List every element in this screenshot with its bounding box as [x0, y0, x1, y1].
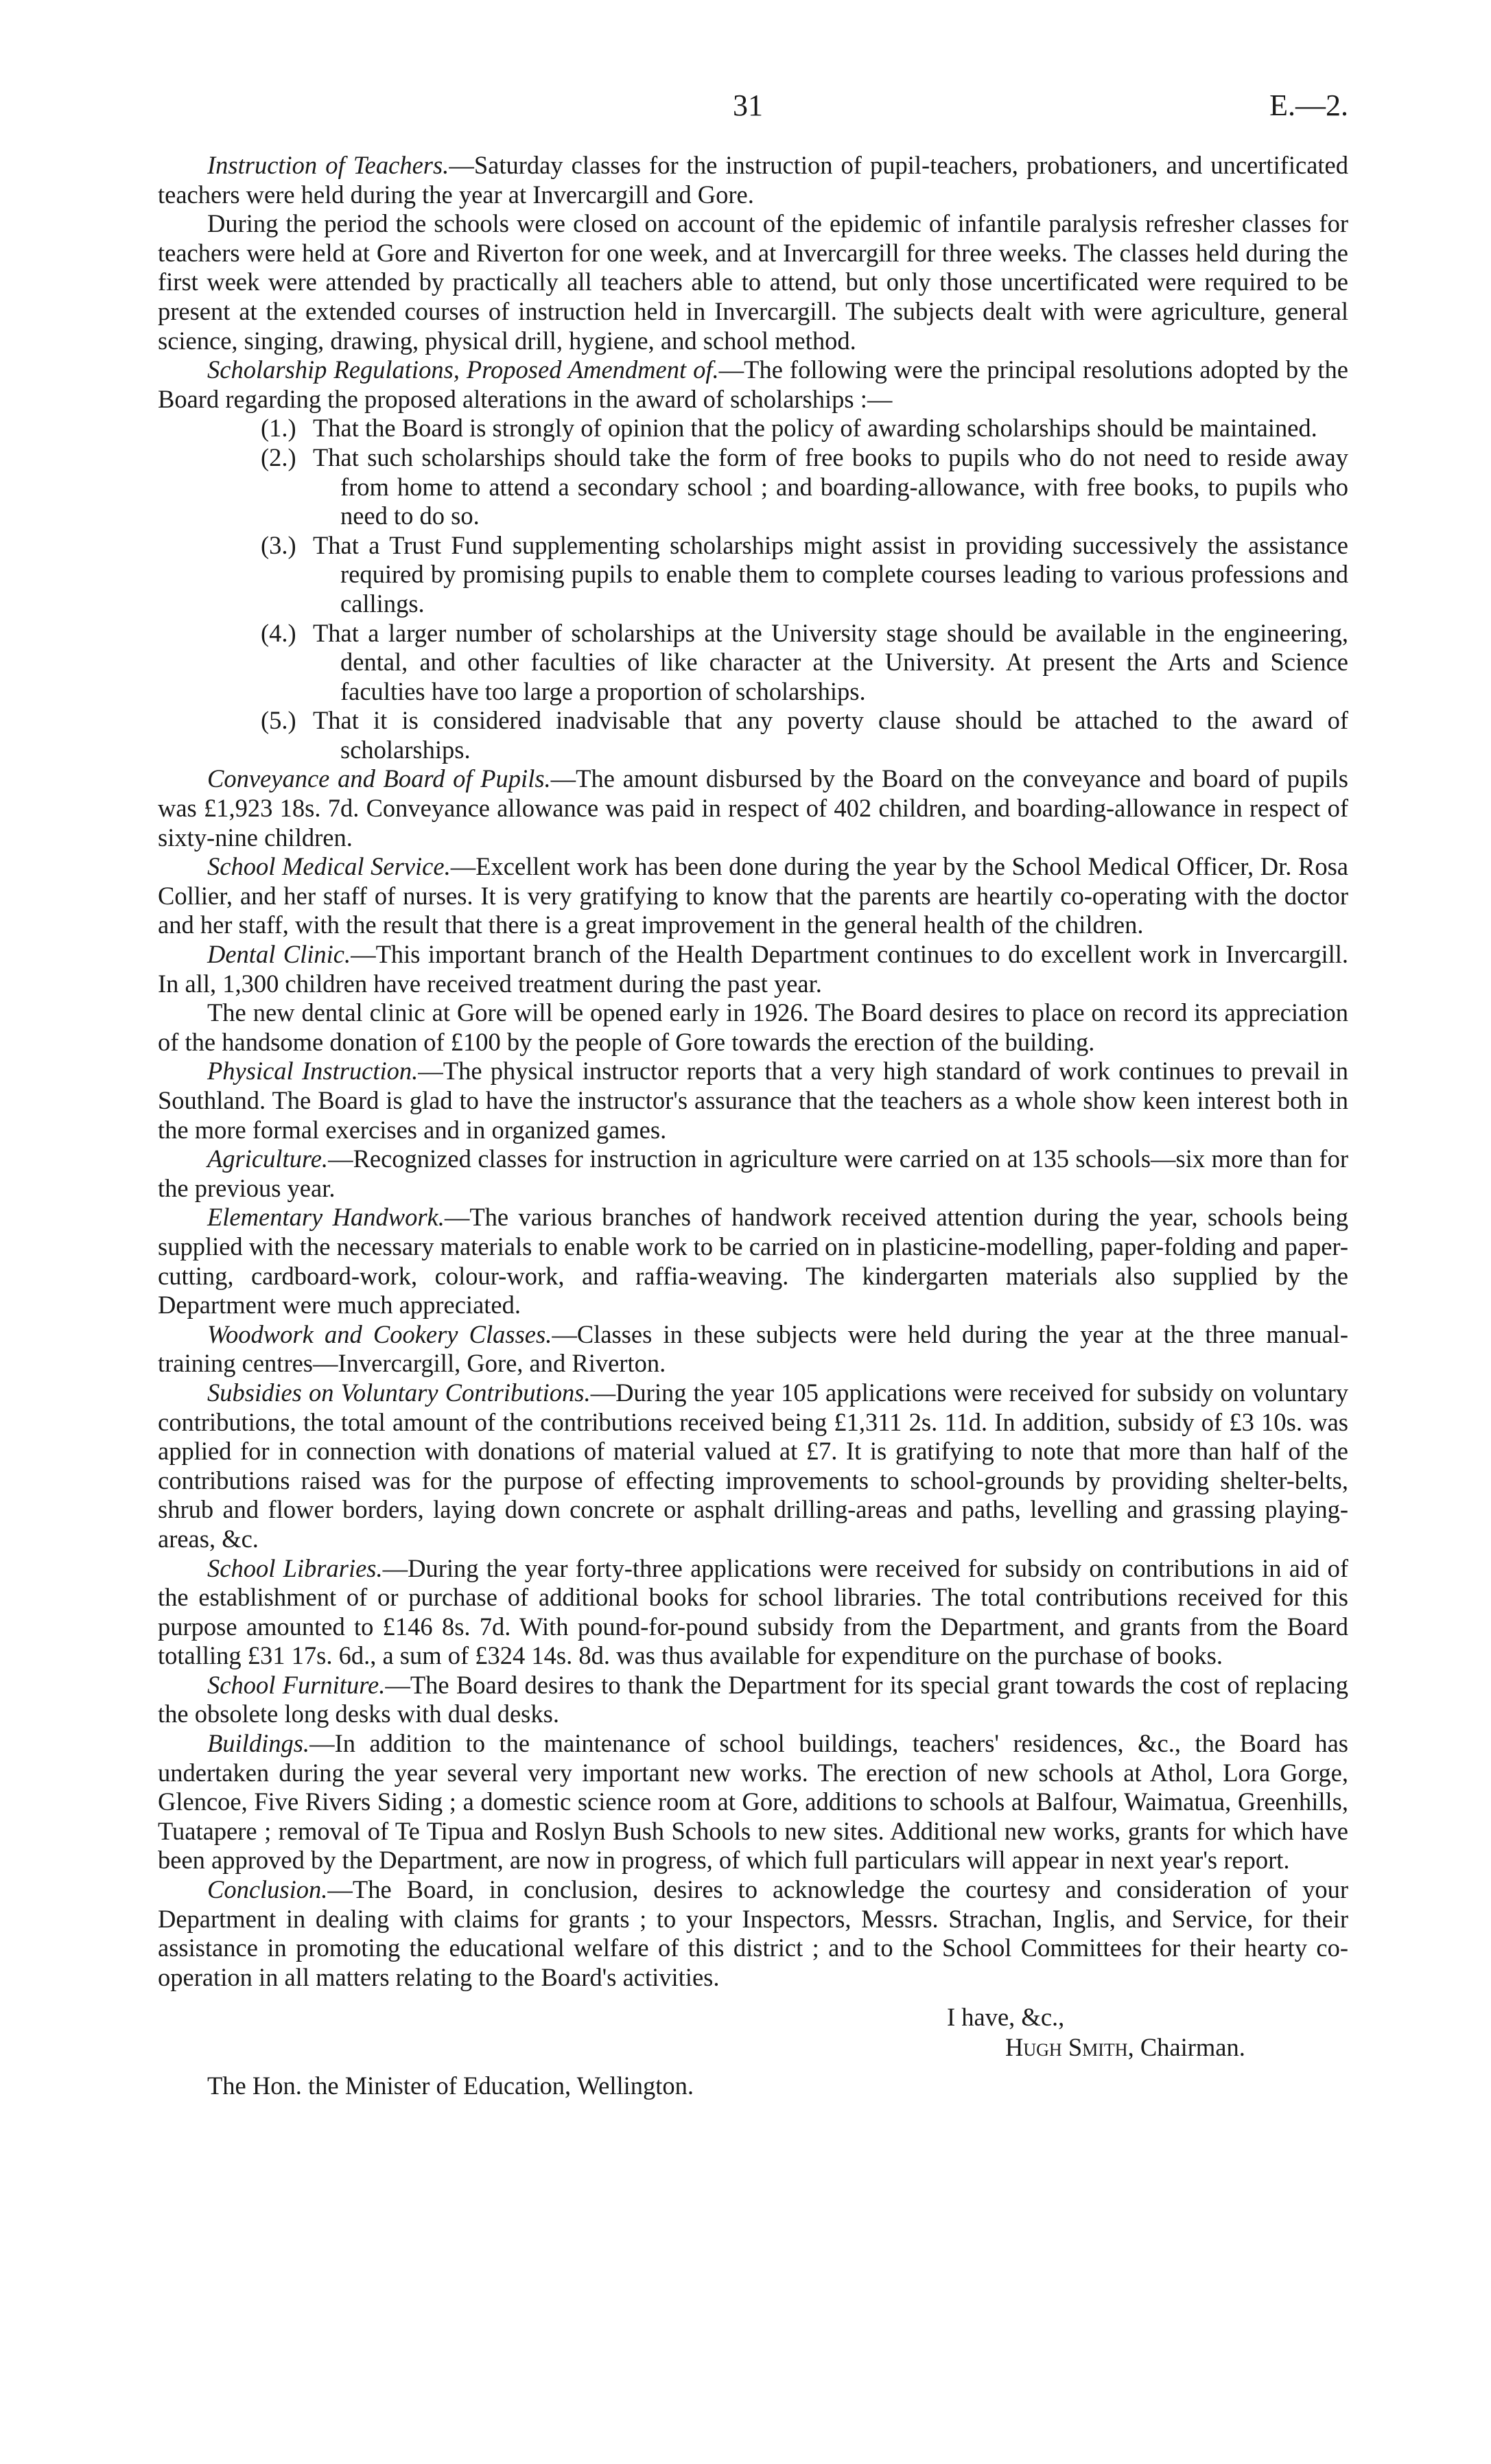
paragraph-text: —The various branches of handwork received attention during the year, schools being supplied with the necessary materials to enable work to be carried on in plasticine-modelling, paper-folding and paper-cutting, cardboard-work, colour-work, and raffia-weaving. The kindergarten materials also supplied by the Department were much appreciated. — [158, 1203, 1348, 1319]
paragraph-text: —Excellent work has been done during the year by the School Medical Officer, Dr. Rosa Collier, and her staff of nurses. It is very gratifying to know that the parents are heartily co-operating with the doctor and her staff, with the result that there is a great improvement in the general health of the children. — [158, 852, 1348, 939]
paragraph-refresher-classes — [158, 209, 1348, 355]
resolution-item — [261, 443, 1348, 531]
resolution-number: (2.) — [261, 443, 296, 471]
paragraph-text: —During the year forty-three applications were received for subsidy on contributions in aid of the establishment of or purchase of additional books for school libraries. The total contributions received for this purpose amounted to £146 8s. 7d. With pound-for-pound subsidy from the Department, and grants from the Board totalling £31 17s. 6d., a sum of £324 14s. 8d. was thus available for expenditure on the purchase of books. — [158, 1553, 1348, 1670]
paragraph-text: —Saturday classes for the instruction of pupil-teachers, probationers, and uncertificated teachers were held during the year at Invercargill and Gore. — [158, 151, 1348, 209]
paragraph-heading: Physical Instruction. — [207, 1057, 419, 1086]
signatory-title: , Chairman. — [1127, 2033, 1245, 2062]
paragraph-heading: School Libraries. — [207, 1553, 383, 1582]
paragraph-heading: School Medical Service. — [207, 852, 451, 881]
resolution-item — [261, 414, 1348, 443]
paragraph-dental-clinic — [158, 940, 1348, 998]
paragraph-heading: Woodwork and Cookery Classes. — [207, 1319, 552, 1348]
paragraph-heading: Elementary Handwork. — [207, 1203, 445, 1232]
paragraph-conclusion — [158, 1875, 1348, 1992]
page-header — [158, 82, 1348, 130]
resolution-number: (1.) — [261, 414, 296, 443]
paragraph-heading: Dental Clinic. — [207, 940, 351, 969]
resolution-text: That a Trust Fund supplementing scholarships might assist in providing successively the assistance required by promising pupils to enable them to complete courses leading to various professions and callings. — [313, 530, 1348, 618]
paragraph-text: —Classes in these subjects were held during the year at the three manual-training centres—Invercargill, Gore, and Riverton. — [158, 1319, 1348, 1378]
resolution-text: That such scholarships should take the form of free books to pupils who do not need to reside away from home to attend a secondary school ; and boarding-allowance, with free books, to pupils who need to do so. — [313, 443, 1348, 530]
report-body — [158, 151, 1348, 2106]
resolution-item — [261, 531, 1348, 619]
paragraph-heading: Instruction of Teachers. — [207, 151, 449, 179]
page-number: 31 — [733, 89, 763, 122]
paragraph-conveyance — [158, 764, 1348, 852]
paragraph-text: —Recognized classes for instruction in agriculture were carried on at 135 schools—six more than for the previous year. — [158, 1145, 1348, 1202]
document-page — [158, 82, 1348, 2106]
addressee: The Hon. the Minister of Education, Wellington. — [207, 2072, 694, 2100]
signatory-name: Hugh Smith — [1005, 2033, 1128, 2062]
paragraph-school-furniture — [158, 1671, 1348, 1729]
paragraph-text: —The physical instructor reports that a very high standard of work continues to prevail in Southland. The Board is glad to have the instructor's assurance that the teachers as a whole show keen interest both in the more formal exercises and in organized games. — [158, 1057, 1348, 1144]
paragraph-gore-dental-clinic — [158, 998, 1348, 1057]
paragraph-physical-instruction — [158, 1057, 1348, 1145]
paragraph-text: —The following were the principal resolutions adopted by the Board regarding the proposed alterations in the award of scholarships :— — [158, 355, 1348, 413]
paragraph-text: —This important branch of the Health Department continues to do excellent work in Invercargill. In all, 1,300 children have received treatment during the past year. — [158, 940, 1348, 998]
signature-line — [1005, 2033, 1245, 2063]
paragraph-heading: Conclusion. — [207, 1875, 328, 1904]
paragraph-text: —The amount disbursed by the Board on the conveyance and board of pupils was £1,923 18s. 7d. Conveyance allowance was paid in respect of 402 children, and boarding-allowance in respect of sixty-nine children. — [158, 764, 1348, 852]
paragraph-heading: Buildings. — [207, 1729, 310, 1758]
paragraph-instruction-of-teachers — [158, 151, 1348, 209]
paragraph-subsidies — [158, 1378, 1348, 1554]
resolutions-list — [261, 414, 1348, 764]
resolution-text: That the Board is strongly of opinion that the policy of awarding scholarships should be maintained. — [313, 414, 1317, 443]
paragraph-heading: Conveyance and Board of Pupils. — [207, 764, 551, 793]
resolution-item — [261, 706, 1348, 764]
paragraph-woodwork-cookery — [158, 1320, 1348, 1378]
resolution-number: (5.) — [261, 706, 296, 735]
report-code: E.—2. — [1269, 89, 1348, 122]
paragraph-heading: Agriculture. — [207, 1145, 329, 1173]
resolution-text: That a larger number of scholarships at the University stage should be available in the engineering, dental, and other faculties of like character at the University. At present the Arts and Science faculties have too large a proportion of scholarships. — [313, 618, 1348, 705]
paragraph-school-libraries — [158, 1554, 1348, 1671]
paragraph-scholarship-regulations — [158, 355, 1348, 414]
resolution-number: (3.) — [261, 530, 296, 559]
paragraph-text: The new dental clinic at Gore will be opened early in 1926. The Board desires to place on record its appreciation of the handsome donation of £100 by the people of Gore towards the erection of the building. — [158, 998, 1348, 1056]
paragraph-buildings — [158, 1729, 1348, 1875]
resolution-number: (4.) — [261, 618, 296, 647]
paragraph-heading: Subsidies on Voluntary Contributions. — [207, 1378, 591, 1407]
paragraph-heading: Scholarship Regulations, Proposed Amendment of. — [207, 355, 719, 384]
paragraph-text: —The Board desires to thank the Department for its special grant towards the cost of replacing the obsolete long desks with dual desks. — [158, 1670, 1348, 1728]
closing-greeting: I have, &c., — [947, 2003, 1065, 2032]
paragraph-heading: School Furniture. — [207, 1670, 386, 1699]
resolution-item — [261, 619, 1348, 707]
paragraph-text: —In addition to the maintenance of school buildings, teachers' residences, &c., the Board has undertaken during the year several very important new works. The erection of new schools at Athol, Lora Gorge, Glencoe, Five Rivers Siding ; a domestic science room at Gore, additions to schools at Balfour, Waimatua, Greenhills, Tuatapere ; removal of Te Tipua and Roslyn Bush Schools to new sites. Additional new works, grants for which have been approved by the Department, are now in progress, of which full particulars will appear in next year's report. — [158, 1729, 1348, 1875]
paragraph-school-medical-service — [158, 852, 1348, 940]
paragraph-text: During the period the schools were closed on account of the epidemic of infantile paralysis refresher classes for teachers were held at Gore and Riverton for one week, and at Invercargill for three weeks. The classes held during the first week were attended by practically all teachers able to attend, but only those uncertificated were required to be present at the extended courses of instruction held in Invercargill. The subjects dealt with were agriculture, general science, singing, drawing, physical drill, hygiene, and school method. — [158, 209, 1348, 355]
resolution-text: That it is considered inadvisable that any poverty clause should be attached to the award of scholarships. — [313, 706, 1348, 764]
paragraph-agriculture — [158, 1145, 1348, 1203]
letter-closing — [158, 2003, 1348, 2106]
paragraph-text: —The Board, in conclusion, desires to acknowledge the courtesy and consideration of your Department in dealing with claims for grants ; to your Inspectors, Messrs. Strachan, Inglis, and Service, for their assistance in promoting the educational welfare of this district ; and to the School Committees for their hearty co-operation in all matters relating to the Board's activities. — [158, 1875, 1348, 1991]
paragraph-text: —During the year 105 applications were received for subsidy on voluntary contributions, the total amount of the contributions received being £1,311 2s. 11d. In addition, subsidy of £3 10s. was applied for in connection with donations of material valued at £7. It is gratifying to note that more than half of the contributions raised was for the purpose of effecting improvements to school-grounds by providing shelter-belts, shrub and flower borders, laying down concrete or asphalt drilling-areas and paths, levelling and grassing playing-areas, &c. — [158, 1378, 1348, 1553]
paragraph-elementary-handwork — [158, 1203, 1348, 1319]
